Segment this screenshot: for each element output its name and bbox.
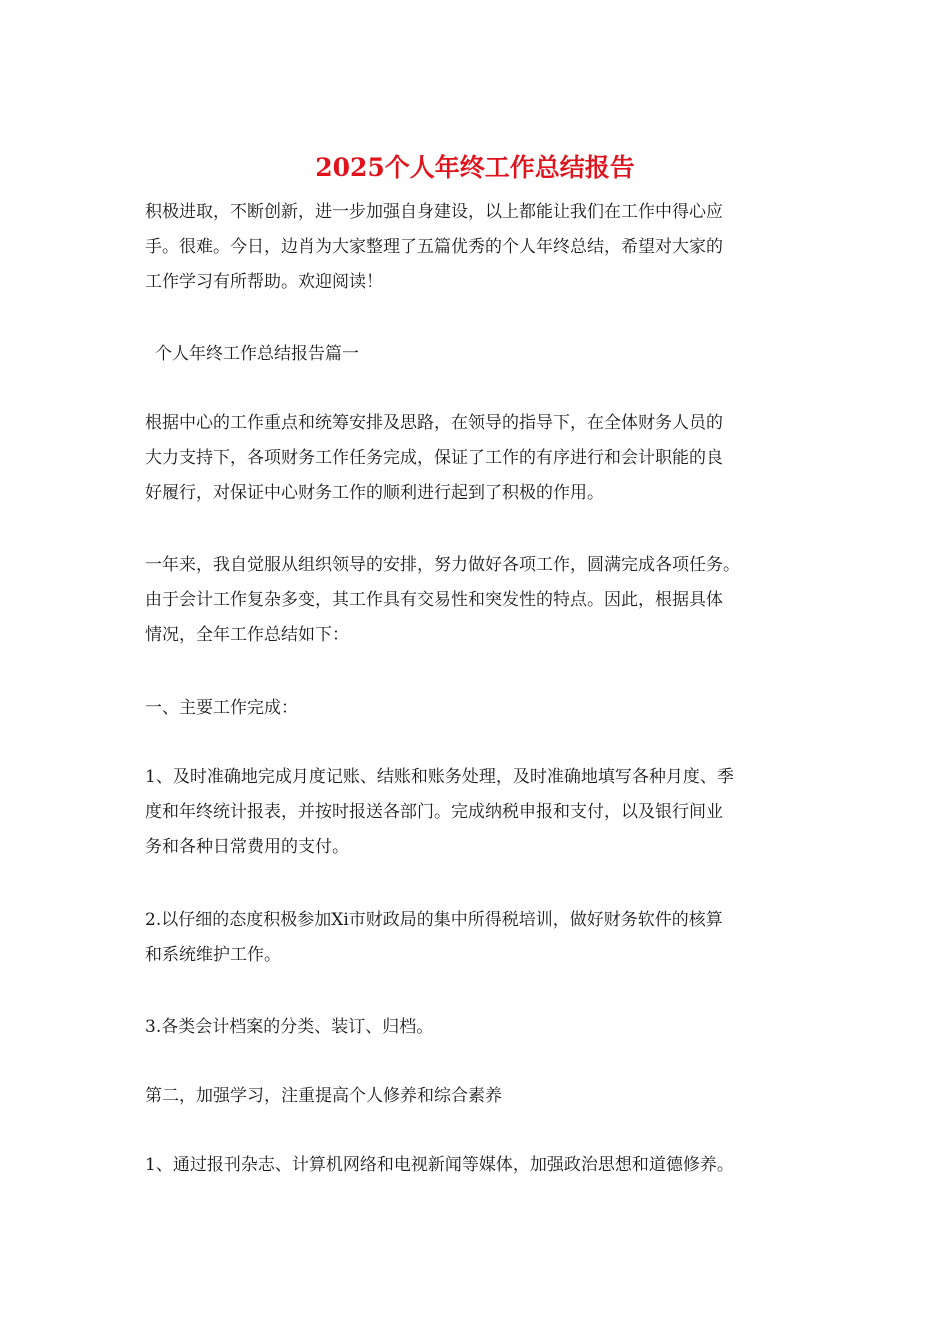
paragraph-2 — [145, 548, 813, 653]
section-heading — [145, 337, 813, 372]
text-line: 大力支持下，各项财务工作任务完成，保证了工作的有序进行和会计职能的良 — [145, 448, 723, 468]
text-line: 1、通过报刊杂志、计算机网络和电视新闻等媒体，加强政治思想和道德修养。 — [145, 1155, 734, 1175]
text-line: 工作学习有所帮助。欢迎阅读！ — [145, 272, 383, 292]
text-line: 度和年终统计报表，并按时报送各部门。完成纳税申报和支付，以及银行间业 — [145, 802, 723, 822]
list-item-3 — [145, 1010, 813, 1045]
text-line: 根据中心的工作重点和统筹安排及思路，在领导的指导下，在全体财务人员的 — [145, 413, 723, 433]
heading-text: 一、主要工作完成： — [145, 698, 298, 718]
text-line: 务和各种日常费用的支付。 — [145, 837, 349, 857]
document-title: 2025个人年终工作总结报告 — [315, 153, 635, 182]
text-line: 由于会计工作复杂多变，其工作具有交易性和突发性的特点。因此，根据具体 — [145, 590, 723, 610]
text-line: 和系统维护工作。 — [145, 945, 281, 965]
text-line: 1、及时准确地完成月度记账、结账和账务处理，及时准确地填写各种月度、季 — [145, 767, 734, 787]
text-line: 手。很难。今日，边肖为大家整理了五篇优秀的个人年终总结，希望对大家的 — [145, 237, 723, 257]
text-line: 好履行，对保证中心财务工作的顺利进行起到了积极的作用。 — [145, 483, 604, 503]
section-heading-text: 个人年终工作总结报告篇一 — [155, 344, 359, 364]
paragraph-1 — [145, 406, 813, 511]
text-line: 积极进取，不断创新，进一步加强自身建设，以上都能让我们在工作中得心应 — [145, 202, 723, 222]
heading-text: 第二，加强学习，注重提高个人修养和综合素养 — [145, 1086, 502, 1106]
text-line: 情况，全年工作总结如下： — [145, 625, 349, 645]
intro-paragraph — [145, 195, 813, 300]
list-item-4 — [145, 1148, 813, 1183]
item-heading-2 — [145, 1079, 813, 1114]
item-heading-1 — [145, 691, 813, 726]
text-line: 一年来，我自觉服从组织领导的安排，努力做好各项工作，圆满完成各项任务。 — [145, 555, 740, 575]
list-item-1 — [145, 760, 813, 865]
text-line: 3.各类会计档案的分类、装订、归档。 — [145, 1017, 434, 1037]
list-item-2 — [145, 903, 813, 973]
text-line: 2.以仔细的态度积极参加Xi市财政局的集中所得税培训，做好财务软件的核算 — [145, 910, 723, 930]
